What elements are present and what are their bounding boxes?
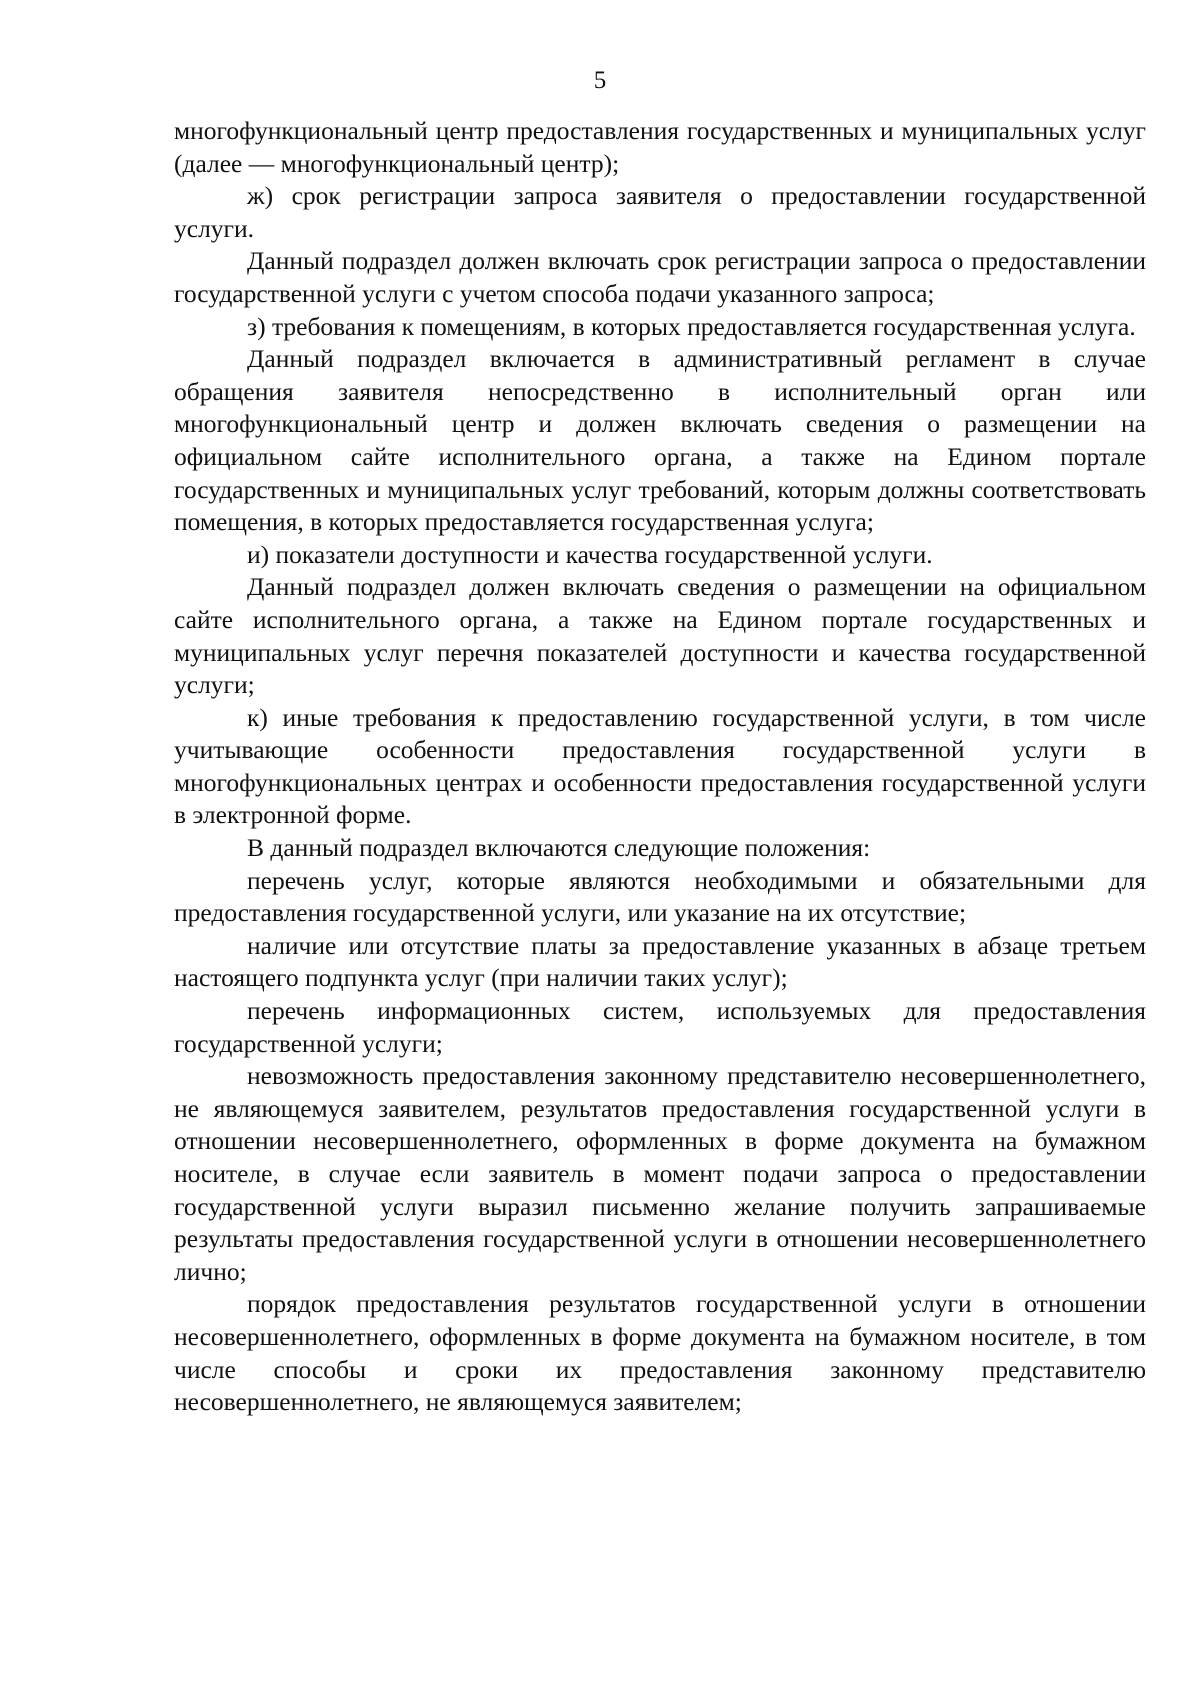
paragraph-fee: наличие или отсутствие платы за предоставление указанных в абзаце третьем настоящего подпункта услуг (при наличии таких услуг); [174,930,1146,993]
page-number: 5 [593,67,607,94]
paragraph-item-k: к) иные требования к предоставлению государственной услуги, в том числе учитывающие особенности предоставления государственной услуги в многофункциональных центрах и особенности предоставления государственной услуги в электронной форме. [174,702,1146,830]
paragraph-information-systems: перечень информационных систем, используемых для предоставления государственной услуги; [174,996,1146,1058]
paragraph-minor-impossibility: невозможность предоставления законному представителю несовершеннолетнего, не являющемуся заявителем, результатов предоставления государственной услуги в отношении несовершеннолетнего, оформленных в форме документа на бумажном носителе, в случае если заявитель в момент подачи запроса о предоставлении государственной услуги выразил письменно желание получить запрашиваемые результаты предоставления государственной услуги в отношении несовершеннолетнего лично; [174,1061,1146,1286]
document-body [174,115,1146,1419]
paragraph-availability-indicators: Данный подраздел должен включать сведения о размещении на официальном сайте исполнительного органа, а также на Едином портале государственных и муниципальных услуг перечня показателей доступности и качества государственной услуги; [174,572,1146,700]
paragraph-item-z: з) требования к помещениям, в которых предоставляется государственная услуга. [247,311,1136,341]
paragraph-premises-requirements: Данный подраздел включается в административный регламент в случае обращения заявителя непосредственно в исполнительный орган или многофункциональный центр и должен включать сведения о размещении на официальном сайте исполнительного органа, а также на Едином портале государственных и муниципальных услуг требований, которым должны соответствовать помещения, в которых предоставляется государственная услуга; [174,344,1146,537]
paragraph-item-zh: ж) срок регистрации запроса заявителя о предоставлении государственной услуги. [174,181,1146,243]
paragraph-required-services: перечень услуг, которые являются необходимыми и обязательными для предоставления государственной услуги, или указание на их отсутствие; [174,865,1146,928]
paragraph-minor-procedure: порядок предоставления результатов государственной услуги в отношении несовершеннолетнего, оформленных в форме документа на бумажном носителе, в том числе способы и сроки их предоставления законному представителю несовершеннолетнего, не являющемуся заявителем; [174,1289,1146,1417]
paragraph-provisions-intro: В данный подраздел включаются следующие положения: [247,833,871,863]
paragraph-continuation: многофункциональный центр предоставления государственных и муниципальных услуг (далее — многофункциональный центр); [174,116,1146,178]
paragraph-registration-term: Данный подраздел должен включать срок регистрации запроса о предоставлении государственной услуги с учетом способа подачи указанного запроса; [174,246,1146,308]
paragraph-item-i: и) показатели доступности и качества государственной услуги. [247,539,933,569]
